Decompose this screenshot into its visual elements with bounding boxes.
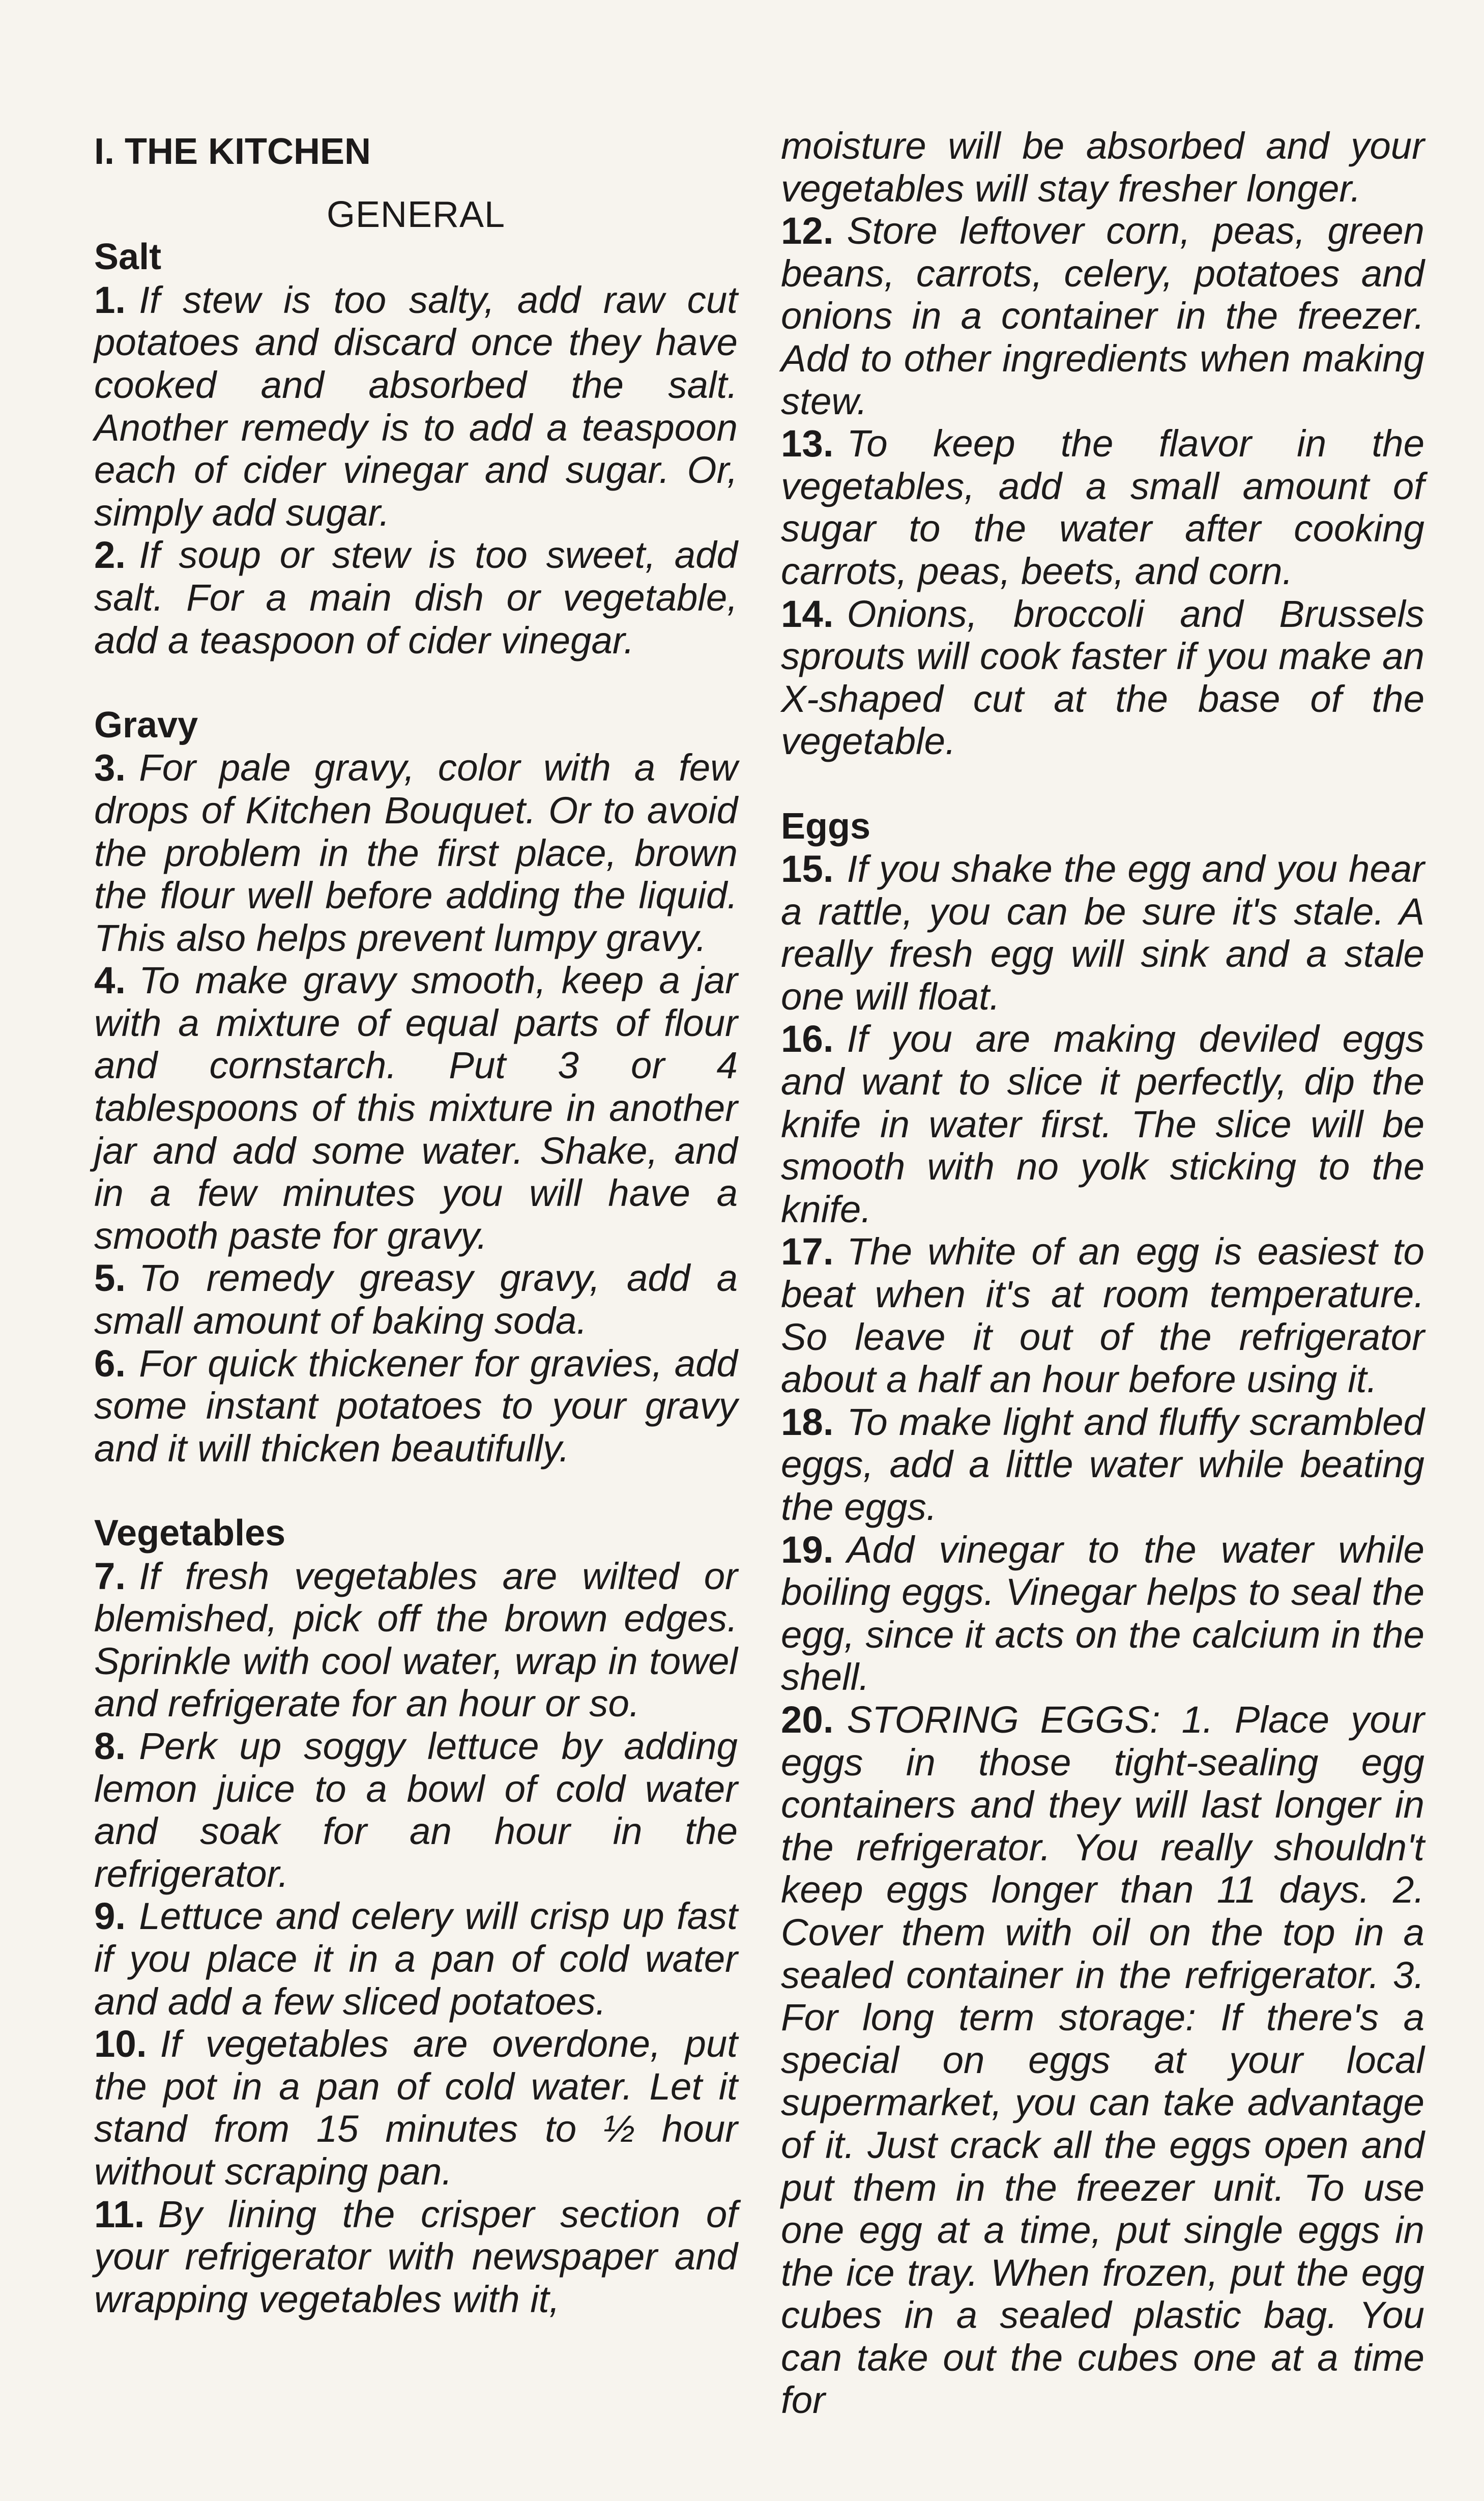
tip-text: moisture will be absorbed and your vegetables will stay fresher longer. (781, 125, 1424, 210)
tip-20 (781, 1699, 1424, 2422)
section-spacer (94, 1470, 738, 1512)
tip-number: 2. (94, 534, 126, 577)
tip-number: 6. (94, 1342, 126, 1385)
tip-number: 20. (781, 1698, 834, 1741)
tip-text: STORING EGGS: 1. Place your eggs in those tight-sealing egg containers and they will last longer in the refrigerator. You really shouldn't keep eggs longer than 11 days. 2. Cover them with oil on the top in a sealed container in the refrigerator. 3. For long term storage: If there's a special on eggs at your local supermarket, you can take advantage of it. Just crack all the eggs open and put them in the freezer unit. To use one egg at a time, put single eggs in the ice tray. When frozen, put the egg cubes in a sealed plastic bag. You can take out the cubes one at a time for (781, 1698, 1424, 2422)
tip-4 (94, 959, 738, 1257)
tip-text: If soup or stew is too sweet, add salt. For a main dish or vegetable, add a teaspoon of cider vinegar. (94, 534, 738, 662)
tip-number: 11. (94, 2193, 145, 2235)
tip-text: By lining the crisper section of your refrigerator with newspaper and wrapping vegetables with it, (94, 2193, 738, 2320)
tip-number: 17. (781, 1230, 834, 1273)
tip-text: Onions, broccoli and Brussels sprouts will cook faster if you make an X-shaped cut at the base of the vegetable. (781, 592, 1424, 763)
tip-text: If fresh vegetables are wilted or blemished, pick off the brown edges. Sprinkle with cool water, wrap in towel and refrigerate for an hour or so. (94, 1555, 738, 1725)
left-column (94, 125, 738, 2320)
tip-19 (781, 1529, 1424, 1699)
subject-title: GENERAL (326, 194, 506, 235)
section-heading-salt: Salt (94, 237, 162, 278)
tip-text: Perk up soggy lettuce by adding lemon juice to a bowl of cold water and soak for an hour in the refrigerator. (94, 1724, 738, 1895)
section-spacer (781, 763, 1424, 806)
tip-text: If vegetables are overdone, put the pot in a pan of cold water. Let it stand from 15 minutes to ½ hour without scraping pan. (94, 2023, 738, 2193)
tip-16 (781, 1018, 1424, 1230)
tip-text: Add vinegar to the water while boiling eggs. Vinegar helps to seal the egg, since it acts on the calcium in the shell. (781, 1528, 1424, 1699)
tip-number: 10. (94, 2023, 147, 2065)
tip-text: For pale gravy, color with a few drops of Kitchen Bouquet. Or to avoid the problem in the first place, brown the flour well before adding the liquid. This also helps prevent lumpy gravy. (94, 746, 738, 959)
section-heading-eggs: Eggs (781, 806, 871, 847)
tip-14 (781, 593, 1424, 763)
tip-text: To keep the flavor in the vegetables, add a small amount of sugar to the water after cooking carrots, peas, beets, and corn. (781, 422, 1424, 592)
chapter-title: I. THE KITCHEN (94, 131, 371, 172)
tip-1 (94, 279, 738, 534)
tip-text: Store leftover corn, peas, green beans, carrots, celery, potatoes and onions in a container in the freezer. Add to other ingredients when making stew. (781, 210, 1424, 422)
tip-12 (781, 210, 1424, 422)
tip-18 (781, 1401, 1424, 1529)
tip-number: 7. (94, 1555, 126, 1597)
tip-number: 19. (781, 1528, 834, 1571)
tip-8 (94, 1725, 738, 1895)
tip-number: 4. (94, 959, 126, 1002)
tip-number: 1. (94, 278, 126, 321)
tip-11-continued (781, 125, 1424, 210)
tip-6 (94, 1342, 738, 1470)
tip-number: 5. (94, 1257, 126, 1300)
tip-10 (94, 2023, 738, 2193)
tip-number: 14. (781, 592, 834, 635)
tip-7 (94, 1555, 738, 1725)
tip-number: 3. (94, 746, 126, 789)
tip-text: If you shake the egg and you hear a rattle, you can be sure it's stale. A really fresh egg will sink and a stale one will float. (781, 848, 1424, 1018)
tip-15 (781, 848, 1424, 1018)
tip-text: If you are making deviled eggs and want to slice it perfectly, dip the knife in water first. The slice will be smooth with no yolk sticking to the knife. (781, 1018, 1424, 1230)
tip-number: 8. (94, 1724, 126, 1767)
tip-text: To remedy greasy gravy, add a small amount of baking soda. (94, 1257, 738, 1342)
section-heading-vegetables: Vegetables (94, 1513, 286, 1554)
tip-text: To make gravy smooth, keep a jar with a mixture of equal parts of flour and cornstarch. Put 3 or 4 tablespoons of this mixture in another jar and add some water. Shake, and in a few minutes you will have a smooth paste for gravy. (94, 959, 738, 1257)
tip-11 (94, 2193, 738, 2321)
tip-17 (781, 1230, 1424, 1400)
right-column (781, 125, 1424, 2422)
tip-number: 13. (781, 422, 834, 465)
tip-3 (94, 746, 738, 959)
tip-text: If stew is too salty, add raw cut potatoes and discard once they have cooked and absorbed the salt. Another remedy is to add a teaspoon each of cider vinegar and sugar. Or, simply add sugar. (94, 278, 738, 534)
tip-text: To make light and fluffy scrambled eggs, add a little water while beating the eggs. (781, 1400, 1424, 1528)
tip-number: 12. (781, 210, 834, 252)
tip-number: 16. (781, 1018, 834, 1060)
tip-2 (94, 534, 738, 662)
tip-number: 15. (781, 848, 834, 890)
tip-number: 18. (781, 1400, 834, 1443)
tip-13 (781, 422, 1424, 592)
tip-number: 9. (94, 1895, 126, 1938)
section-spacer (94, 662, 738, 704)
tip-5 (94, 1257, 738, 1342)
tip-9 (94, 1895, 738, 2023)
tip-text: The white of an egg is easiest to beat when it's at room temperature. So leave it out of the refrigerator about a half an hour before using it. (781, 1230, 1424, 1401)
tip-text: Lettuce and celery will crisp up fast if you place it in a pan of cold water and add a few sliced potatoes. (94, 1895, 738, 2023)
tip-text: For quick thickener for gravies, add some instant potatoes to your gravy and it will thicken beautifully. (94, 1342, 738, 1470)
section-heading-gravy: Gravy (94, 704, 198, 745)
